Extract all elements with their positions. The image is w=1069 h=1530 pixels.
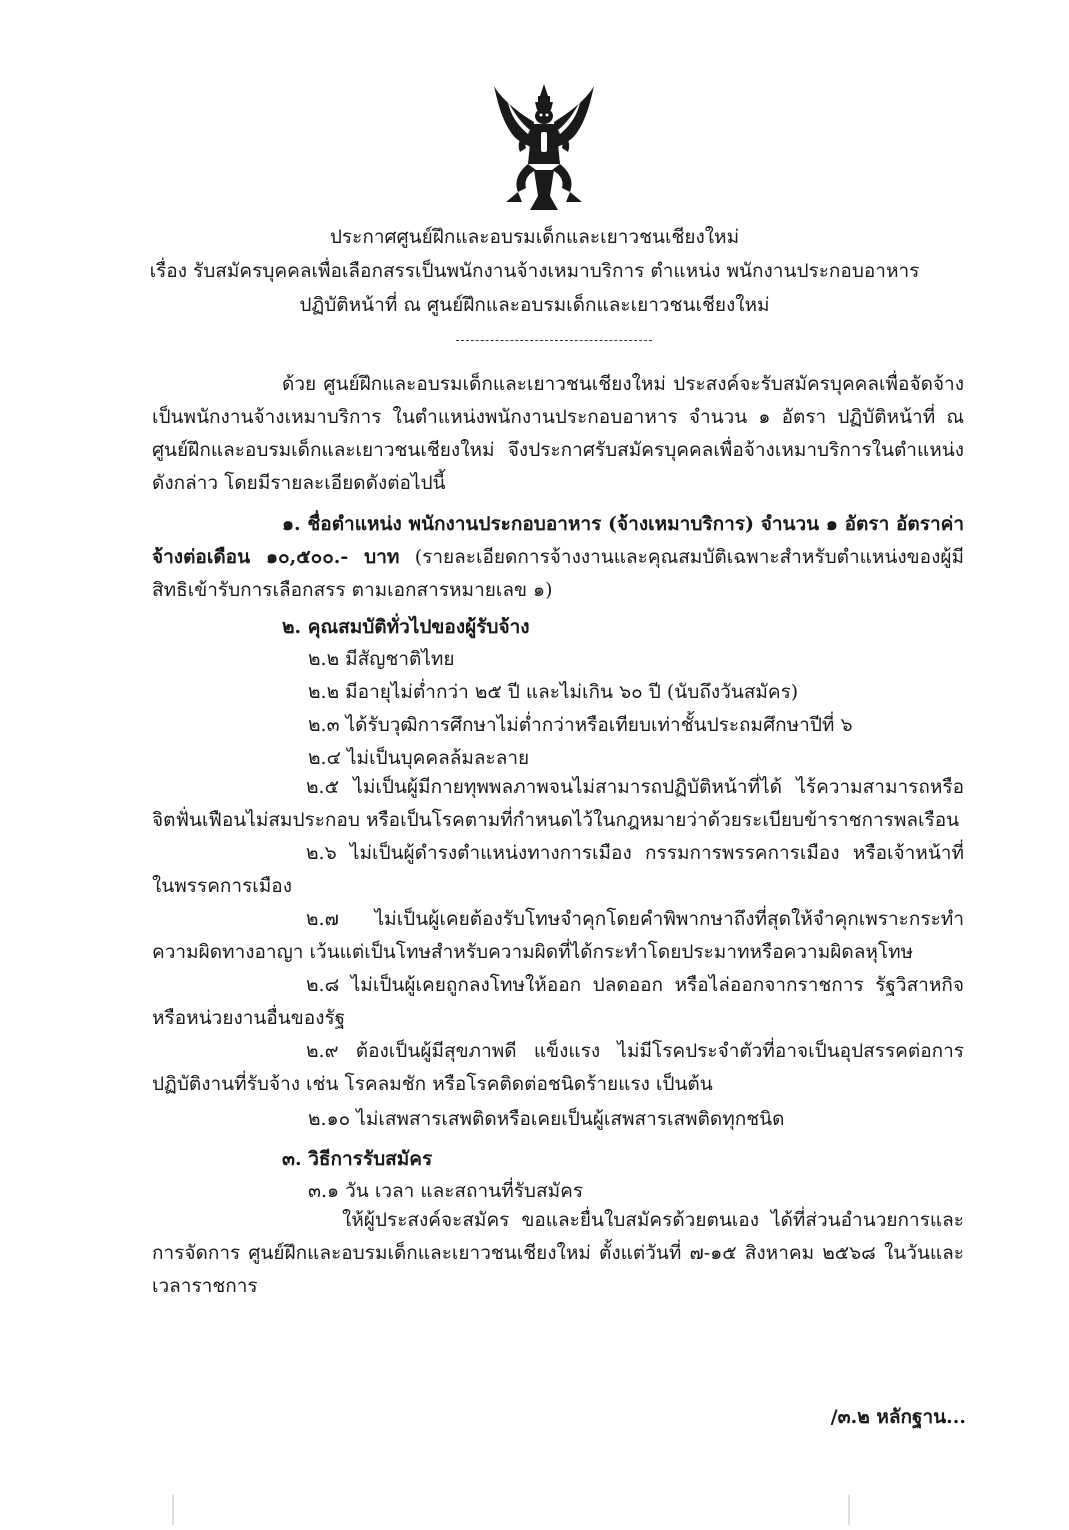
scan-edge-mark xyxy=(848,1495,850,1525)
page-continuation: /๓.๒ หลักฐาน... xyxy=(830,1406,966,1428)
announcement-subject: เรื่อง รับสมัครบุคคลเพื่อเลือกสรรเป็นพนักงานจ้างเหมาบริการ ตำแหน่ง พนักงานประกอบอาหาร xyxy=(149,260,920,282)
section-3-paragraph: ให้ผู้ประสงค์จะสมัคร ขอและยื่นใบสมัครด้วยตนเอง ได้ที่ส่วนอำนวยการและการจัดการ ศูนย์ฝึกและอบรมเด็กและเยาวชนเชียงใหม่ ตั้งแต่วันที่ ๗-๑๕ สิงหาคม ๒๕๖๘ ในวันและเวลาราชการ xyxy=(152,1209,964,1297)
list-item: ๒.๑๐ ไม่เสพสารเสพติดหรือเคยเป็นผู้เสพสารเสพติดทุกชนิด xyxy=(308,1108,785,1130)
section-3-heading: ๓. วิธีการรับสมัคร xyxy=(282,1148,433,1170)
section-3-sub-heading: ๓.๑ วัน เวลา และสถานที่รับสมัคร xyxy=(308,1180,584,1202)
list-item: ๒.๕ ไม่เป็นผู้มีกายทุพพลภาพจนไม่สามารถปฏิบัติหน้าที่ได้ ไร้ความสามารถหรือจิตฟั่นเฟือนไม่สมประกอบ หรือเป็นโรคตามที่กำหนดไว้ในกฎหมายว่าด้วยระเบียบข้าราชการพลเรือน xyxy=(152,776,964,831)
list-item: ๒.๓ ได้รับวุฒิการศึกษาไม่ต่ำกว่าหรือเทียบเท่าชั้นประถมศึกษาปีที่ ๖ xyxy=(308,714,853,736)
list-item: ๒.๖ ไม่เป็นผู้ดำรงตำแหน่งทางการเมือง กรรมการพรรคการเมือง หรือเจ้าหน้าที่ในพรรคการเมือง xyxy=(152,842,964,897)
section-1-title: ๑. ชื่อตำแหน่ง พนักงานประกอบอาหาร (จ้างเหมาบริการ) จำนวน ๑ อัตรา อัตราค่าจ้างต่อเดือน ๑๐,๕๐๐.- บาท xyxy=(152,513,964,568)
announcement-title: ประกาศศูนย์ฝึกและอบรมเด็กและเยาวชนเชียงใหม่ xyxy=(329,226,740,248)
section-2-heading: ๒. คุณสมบัติทั่วไปของผู้รับจ้าง xyxy=(282,616,530,638)
section-1-detail: (รายละเอียดการจ้างงานและคุณสมบัติเฉพาะสำหรับตำแหน่งของผู้มีสิทธิเข้ารับการเลือกสรร ตามเอกสารหมายเลข ๑) xyxy=(152,546,965,601)
announcement-location: ปฏิบัติหน้าที่ ณ ศูนย์ฝึกและอบรมเด็กและเยาวชนเชียงใหม่ xyxy=(299,294,770,316)
scan-edge-mark xyxy=(172,1495,174,1525)
list-item: ๒.๒ มีอายุไม่ต่ำกว่า ๒๕ ปี และไม่เกิน ๖๐ ปี (นับถึงวันสมัคร) xyxy=(308,681,799,703)
section-1-paragraph xyxy=(152,508,964,607)
intro-paragraph: ด้วย ศูนย์ฝึกและอบรมเด็กและเยาวชนเชียงใหม่ ประสงค์จะรับสมัครบุคคลเพื่อจัดจ้างเป็นพนักงานจ้างเหมาบริการ ในตำแหน่งพนักงานประกอบอาหาร จำนวน ๑ อัตรา ปฏิบัติหน้าที่ ณ ศูนย์ฝึกและอบรมเด็กและเยาวชนเชียงใหม่ จึงประกาศรับสมัครบุคคลเพื่อจ้างเหมาบริการในตำแหน่งดังกล่าว โดยมีรายละเอียดดังต่อไปนี้ xyxy=(152,373,964,494)
list-item: ๒.๙ ต้องเป็นผู้มีสุขภาพดี แข็งแรง ไม่มีโรคประจำตัวที่อาจเป็นอุปสรรคต่อการปฏิบัติงานที่รับจ้าง เช่น โรคลมชัก หรือโรคติดต่อชนิดร้ายแรง เป็นต้น xyxy=(152,1040,964,1095)
list-item: ๒.๘ ไม่เป็นผู้เคยถูกลงโทษให้ออก ปลดออก หรือไล่ออกจากราชการ รัฐวิสาหกิจ หรือหน่วยงานอื่นของรัฐ xyxy=(152,974,964,1029)
garuda-emblem-icon xyxy=(488,82,600,214)
list-item: ๒.๗ ไม่เป็นผู้เคยต้องรับโทษจำคุกโดยคำพิพากษาถึงที่สุดให้จำคุกเพราะกระทำความผิดทางอาญา เว้นแต่เป็นโทษสำหรับความผิดที่ได้กระทำโดยประมาทหรือความผิดลหุโทษ xyxy=(152,908,964,963)
list-item: ๒.๒ มีสัญชาติไทย xyxy=(308,648,455,670)
list-item: ๒.๔ ไม่เป็นบุคคลล้มละลาย xyxy=(308,747,530,769)
separator-line xyxy=(456,340,652,341)
